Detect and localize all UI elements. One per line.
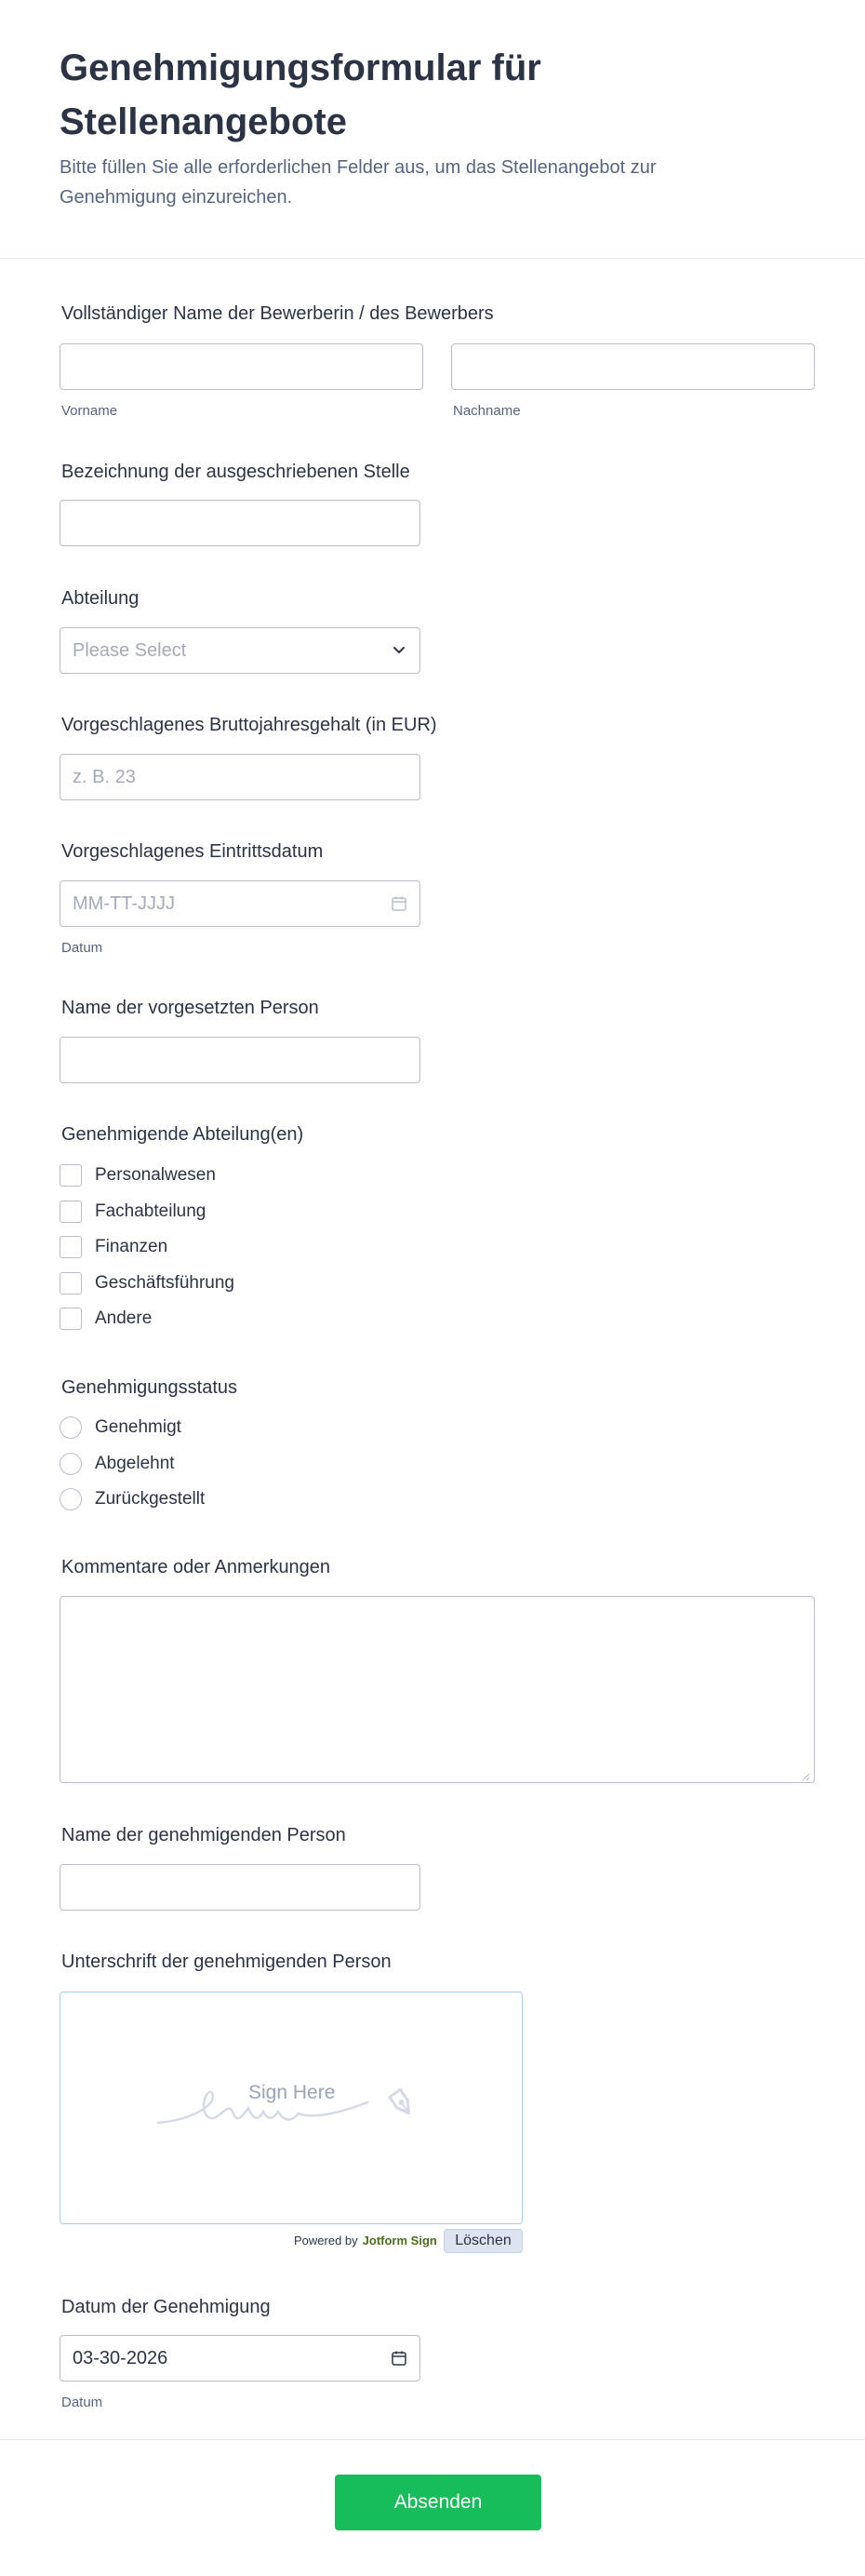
position-input[interactable]: [60, 500, 420, 546]
comments-label: Kommentare oder Anmerkungen: [61, 1557, 331, 1577]
first-name-input[interactable]: [60, 343, 423, 390]
approving-departments-label: Genehmigende Abteilung(en): [61, 1124, 304, 1145]
resize-handle-icon[interactable]: [801, 1769, 810, 1778]
applicant-name-label: Vollständiger Name der Bewerberin / des Bewerbers: [61, 303, 494, 324]
checkbox-option[interactable]: Andere: [60, 1307, 152, 1331]
signature-label: Unterschrift der genehmigenden Person: [61, 1952, 392, 1972]
department-select[interactable]: Please Select: [60, 627, 420, 674]
start-date-sublabel: Datum: [61, 940, 103, 956]
first-name-sublabel: Vorname: [61, 403, 118, 419]
checkbox[interactable]: [60, 1164, 82, 1187]
sign-here-placeholder: Sign Here: [248, 2082, 336, 2103]
checkbox[interactable]: [60, 1308, 82, 1330]
department-label: Abteilung: [61, 588, 140, 609]
calendar-icon[interactable]: [390, 2349, 408, 2368]
radio-button[interactable]: [60, 1488, 82, 1510]
clear-signature-button[interactable]: Löschen: [444, 2229, 523, 2253]
last-name-input[interactable]: [451, 343, 815, 390]
jotform-sign-brand: Jotform Sign: [362, 2234, 437, 2247]
calendar-icon[interactable]: [390, 894, 408, 913]
chevron-down-icon: [390, 641, 408, 660]
approver-name-input[interactable]: [60, 1864, 420, 1911]
powered-by-text: Powered by Jotform Sign: [294, 2234, 437, 2247]
approval-date-label: Datum der Genehmigung: [61, 2297, 271, 2317]
comments-textarea[interactable]: [60, 1596, 815, 1783]
pen-nib-icon: [382, 2084, 421, 2127]
approval-date-input[interactable]: 03-30-2026: [60, 2335, 420, 2381]
position-label: Bezeichnung der ausgeschriebenen Stelle: [61, 462, 410, 482]
checkbox-option[interactable]: Geschäftsführung: [60, 1271, 234, 1295]
radio-option[interactable]: Zurückgestellt: [60, 1487, 205, 1511]
approval-status-label: Genehmigungsstatus: [61, 1377, 238, 1398]
salary-input[interactable]: z. B. 23: [60, 754, 420, 800]
start-date-label: Vorgeschlagenes Eintrittsdatum: [61, 841, 324, 862]
approver-name-label: Name der genehmigenden Person: [61, 1825, 346, 1845]
form-title: Genehmigungsformular für Stellenangebote: [60, 47, 541, 142]
footer-divider: [0, 2439, 865, 2440]
radio-option[interactable]: Genehmigt: [60, 1415, 181, 1440]
form-description: Bitte füllen Sie alle erforderlichen Felder aus, um das Stellenangebot zur Genehmigung einzureichen.: [60, 157, 657, 208]
form-header: [0, 0, 865, 259]
start-date-input[interactable]: MM-TT-JJJJ: [60, 880, 420, 927]
radio-button[interactable]: [60, 1416, 82, 1439]
checkbox-option[interactable]: Fachabteilung: [60, 1200, 206, 1224]
salary-label: Vorgeschlagenes Bruttojahresgehalt (in EUR): [61, 715, 437, 735]
radio-option[interactable]: Abgelehnt: [60, 1452, 175, 1476]
approval-date-sublabel: Datum: [61, 2395, 103, 2410]
signature-pad[interactable]: [60, 1992, 523, 2224]
supervisor-label: Name der vorgesetzten Person: [61, 998, 319, 1018]
checkbox-option[interactable]: Personalwesen: [60, 1163, 216, 1187]
supervisor-input[interactable]: [60, 1037, 420, 1083]
last-name-sublabel: Nachname: [453, 403, 521, 419]
checkbox[interactable]: [60, 1236, 82, 1258]
checkbox[interactable]: [60, 1272, 82, 1295]
submit-button[interactable]: Absenden: [335, 2475, 541, 2530]
radio-button[interactable]: [60, 1453, 82, 1475]
checkbox-option[interactable]: Finanzen: [60, 1235, 167, 1259]
checkbox[interactable]: [60, 1201, 82, 1223]
